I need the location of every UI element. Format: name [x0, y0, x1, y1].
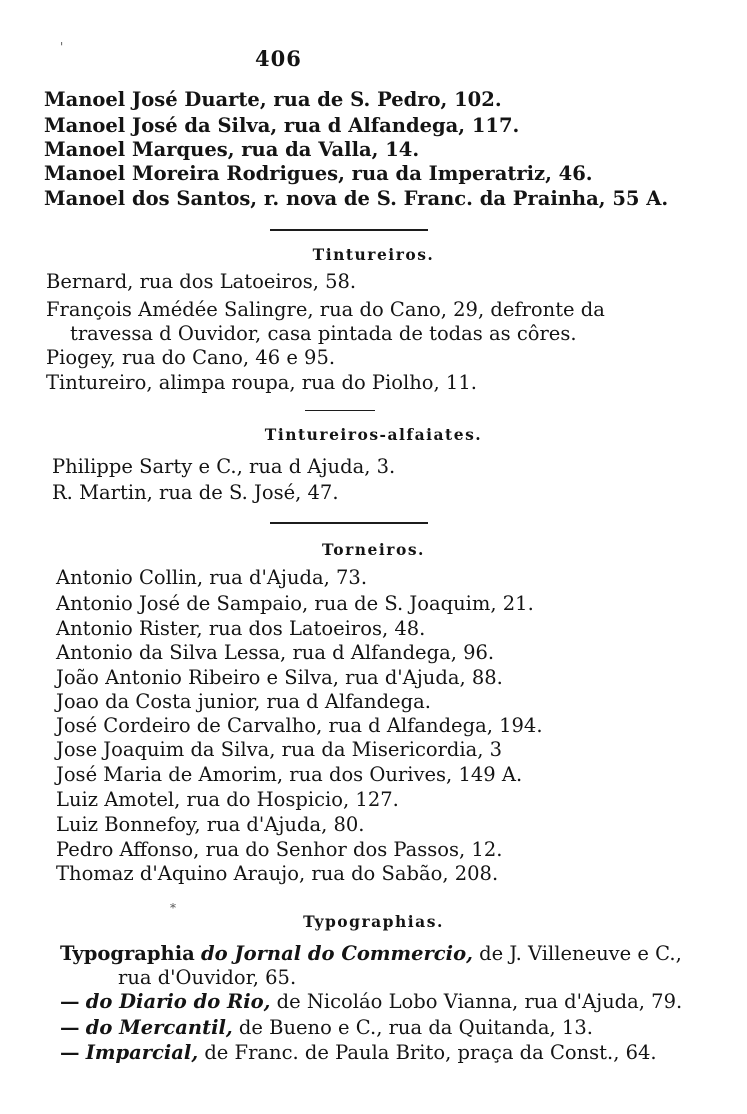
list-item: Manoel Marques, rua da Valla, 14.	[44, 138, 420, 161]
list-item: Pedro Affonso, rua do Senhor dos Passos, 12.	[56, 838, 503, 861]
list-item-continuation	[118, 966, 296, 990]
list-item: Manoel Moreira Rodrigues, rua da Imperatriz, 46.	[44, 162, 593, 185]
list-item: Thomaz d'Aquino Araujo, rua do Sabão, 208.	[56, 862, 499, 885]
section-divider	[305, 410, 375, 411]
list-item: Antonio José de Sampaio, rua de S. Joaquim, 21.	[56, 592, 534, 615]
list-item: Joao da Costa junior, rua d Alfandega.	[56, 690, 431, 713]
list-item: Manoel José Duarte, rua de S. Pedro, 102.	[44, 88, 502, 111]
section-heading: Torneiros.	[322, 540, 425, 559]
list-item	[60, 942, 682, 966]
list-item: José Cordeiro de Carvalho, rua d Alfandega, 194.	[56, 714, 543, 737]
list-item: Manoel José da Silva, rua d Alfandega, 117.	[44, 114, 520, 137]
list-item: Antonio Rister, rua dos Latoeiros, 48.	[56, 617, 426, 640]
list-item: Jose Joaquim da Silva, rua da Misericordia, 3	[56, 738, 503, 761]
list-item: João Antonio Ribeiro e Silva, rua d'Ajuda, 88.	[56, 666, 503, 689]
section-divider	[270, 522, 428, 524]
section-heading: Tintureiros.	[312, 245, 435, 264]
section-divider	[270, 229, 428, 231]
entry-lead: —	[60, 990, 80, 1013]
list-item: Antonio da Silva Lessa, rua d Alfandega, 96.	[56, 641, 495, 664]
list-item: Bernard, rua dos Latoeiros, 58.	[46, 270, 357, 293]
list-item	[60, 1041, 657, 1065]
entry-text: de Franc. de Paula Brito, praça da Const., 64.	[204, 1041, 657, 1064]
entry-lead: —	[60, 1041, 80, 1064]
list-item: Luiz Amotel, rua do Hospicio, 127.	[56, 788, 399, 811]
entry-title: Imparcial,	[85, 1041, 199, 1064]
list-item: Luiz Bonnefoy, rua d'Ajuda, 80.	[56, 813, 365, 836]
margin-speck: *	[170, 901, 176, 915]
list-item: Tintureiro, alimpa roupa, rua do Piolho, 11.	[46, 371, 477, 394]
margin-speck: '	[60, 40, 64, 54]
entry-title: do Mercantil,	[85, 1016, 233, 1039]
list-item: Antonio Collin, rua d'Ajuda, 73.	[56, 566, 368, 589]
page-number: 406	[255, 46, 302, 71]
list-item: José Maria de Amorim, rua dos Ourives, 149 A.	[56, 763, 523, 786]
section-heading: Typographias.	[303, 912, 444, 931]
section-heading: Tintureiros-alfaiates.	[264, 425, 483, 444]
entry-text: de Bueno e C., rua da Quitanda, 13.	[238, 1016, 593, 1039]
list-item	[60, 1016, 593, 1040]
entry-text: de Nicoláo Lobo Vianna, rua d'Ajuda, 79.	[276, 990, 683, 1013]
list-item: Philippe Sarty e C., rua d Ajuda, 3.	[52, 455, 396, 478]
list-item: François Amédée Salingre, rua do Cano, 29, defronte da	[46, 298, 605, 321]
entry-lead: —	[60, 1016, 80, 1039]
list-item-continuation: travessa d Ouvidor, casa pintada de todas as côres.	[70, 322, 577, 345]
entry-lead: Typographia	[60, 942, 195, 965]
entry-text: rua d'Ouvidor, 65.	[118, 966, 297, 989]
entry-title: do Diario do Rio,	[85, 990, 271, 1013]
list-item: Manoel dos Santos, r. nova de S. Franc. da Prainha, 55 A.	[44, 187, 669, 210]
list-item: Piogey, rua do Cano, 46 e 95.	[46, 346, 336, 369]
entry-title: do Jornal do Commercio,	[200, 942, 473, 965]
list-item	[60, 990, 682, 1014]
list-item: R. Martin, rua de S. José, 47.	[52, 481, 339, 504]
entry-text: de J. Villeneuve e C.,	[479, 942, 682, 965]
